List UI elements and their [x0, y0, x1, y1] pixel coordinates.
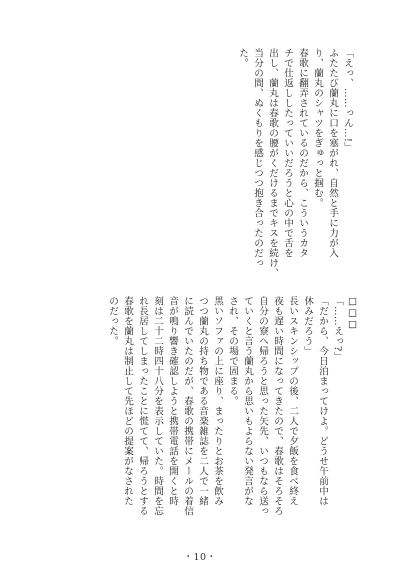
bottom-text-block	[105, 296, 360, 538]
section-divider: □□□	[347, 296, 358, 331]
text-line: 夜も遅い時間になってきたので、春歌はそろそろ	[272, 296, 283, 516]
text-line: り、蘭丸のシャツをぎゅっと掴む。	[312, 48, 323, 208]
text-line: 春歌を蘭丸は制止して先ほどの提案がなされた	[122, 296, 133, 506]
text-line: つつ蘭丸の持ち物である音楽雑誌を二人で一緒	[197, 296, 208, 506]
top-text-block	[235, 48, 355, 278]
text-line: 「……えっ?」	[332, 296, 343, 362]
text-line: 音が鳴り響き確認しようと携帯電話を開くと時	[167, 296, 178, 506]
text-line: 当分の間、ぬくもりを感じつつ抱き合ったのだっ	[252, 48, 263, 268]
text-line: のだった。	[107, 296, 118, 346]
page-number: ・10・	[183, 552, 217, 563]
text-line: 黒いソファの上に座り、まったりとお茶を飲み	[212, 296, 223, 506]
text-line: 長いスキンシップの後、二人で夕飯を食べ終え	[287, 296, 298, 506]
text-line: され、その場で固まる。	[227, 296, 238, 406]
text-line: 刻は二十二時四十八分を表示していた。時間を忘	[152, 296, 163, 516]
text-line: 休みだろう」	[302, 296, 313, 356]
text-line: 自分の寮へ帰ろうと思った矢先、いつもなら送っ	[257, 296, 268, 516]
text-line: 「えっ、……っん…!」	[342, 48, 353, 153]
text-line: た。	[237, 48, 248, 68]
text-line: 春歌に翻弄されているのだから、こういうカタ	[297, 48, 308, 258]
text-line: れ長居してしまったことに慌てて、帰ろうとする	[137, 296, 148, 516]
text-line: 「だから、今日泊まってけよ。どうせ午前中は	[317, 296, 328, 506]
text-line: 出し、蘭丸は春歌の腰がくだけるまでキスを続け、	[267, 48, 278, 278]
text-line: に読んでいたのだが、春歌の携帯にメールの着信	[182, 296, 193, 516]
text-line: ふたたび蘭丸に口を塞がれ、自然と手に力が入	[327, 48, 338, 258]
text-line: ていくと言う蘭丸から思いもよらない発言がな	[242, 296, 253, 506]
text-line: チで仕返ししたっていいだろうと心の中で舌を	[282, 48, 293, 258]
